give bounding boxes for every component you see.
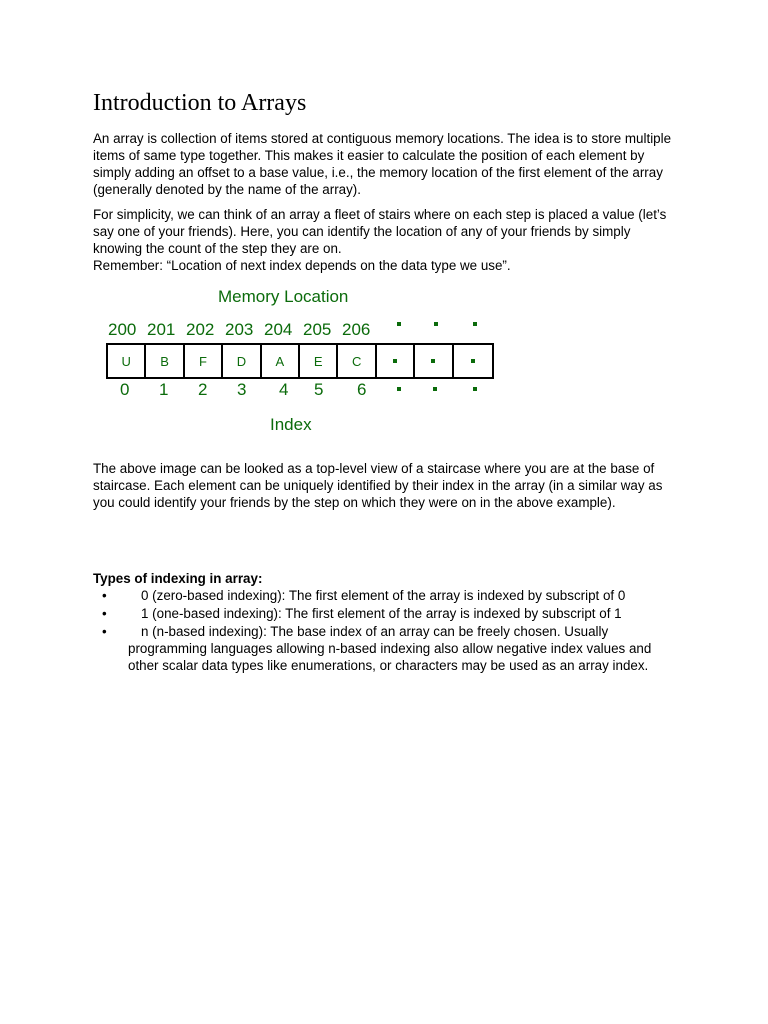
address-label: 205 <box>303 320 332 339</box>
address-label: 203 <box>225 320 254 339</box>
array-cell: A <box>262 345 300 377</box>
list-item-text: 0 (zero-based indexing): The first element of the array is indexed by subscript of 0 <box>141 588 626 603</box>
list-item-text: 1 (one-based indexing): The first element of the array is indexed by subscript of 1 <box>141 606 622 621</box>
address-label: 204 <box>264 320 293 339</box>
list-item <box>93 623 678 674</box>
index-label: 5 <box>314 380 324 399</box>
intro-paragraph: An array is collection of items stored at contiguous memory locations. The idea is to store multiple items of same type together. This makes it easier to calculate the position of each element by simply adding an offset to a base value, i.e., the memory location of the first element of the array (generally denoted by the name of the array). <box>93 131 672 197</box>
memory-location-label: Memory Location <box>218 287 349 306</box>
array-diagram <box>93 286 513 438</box>
ellipsis-dot <box>433 387 437 391</box>
address-label: 202 <box>186 320 215 339</box>
ellipsis-dot <box>431 359 435 363</box>
list-item <box>93 605 678 622</box>
ellipsis-dot <box>397 322 401 326</box>
array-cell-ellipsis <box>454 345 492 377</box>
index-label: 1 <box>159 380 169 399</box>
array-cell: U <box>108 345 146 377</box>
ellipsis-dot <box>471 359 475 363</box>
array-cells <box>106 343 494 379</box>
index-axis-label: Index <box>270 415 312 434</box>
staircase-paragraph: The above image can be looked as a top-level view of a staircase where you are at the base of staircase. Each element can be uniquely identified by their index in the array (in a similar way as you could identify your friends by the step on which they were on in the above example). <box>93 461 663 510</box>
array-cell: C <box>338 345 376 377</box>
index-label: 0 <box>120 380 130 399</box>
index-label: 4 <box>279 380 289 399</box>
array-cell-ellipsis <box>377 345 415 377</box>
address-label: 201 <box>147 320 176 339</box>
array-cell: E <box>300 345 338 377</box>
bullet-icon: • <box>102 588 107 603</box>
ellipsis-dot <box>434 322 438 326</box>
list-item-text: n (n-based indexing): The base index of an array can be freely chosen. Usually programming languages allowing n-based indexing also allow negative index values and other scalar data types like enumerations, or characters may be used as an array index. <box>128 624 652 673</box>
array-cell: B <box>146 345 184 377</box>
array-cell-ellipsis <box>415 345 453 377</box>
remember-text: Remember: “Location of next index depends on the data type we use”. <box>93 258 511 273</box>
bullet-icon: • <box>102 624 107 639</box>
simplicity-paragraph <box>93 206 678 274</box>
index-label: 6 <box>357 380 367 399</box>
page-title: Introduction to Arrays <box>93 90 307 116</box>
ellipsis-dot <box>393 359 397 363</box>
ellipsis-dot <box>473 322 477 326</box>
ellipsis-dot <box>473 387 477 391</box>
list-item <box>93 587 678 604</box>
index-label: 3 <box>237 380 247 399</box>
bullet-icon: • <box>102 606 107 621</box>
array-cell: D <box>223 345 261 377</box>
types-heading: Types of indexing in array: <box>93 571 263 586</box>
simplicity-text: For simplicity, we can think of an array a fleet of stairs where on each step is placed a value (let’s say one of your friends). Here, you can identify the location of any of your friends by simply knowing the count of the step they are on. <box>93 207 667 256</box>
address-label: 206 <box>342 320 371 339</box>
index-label: 2 <box>198 380 208 399</box>
ellipsis-dot <box>397 387 401 391</box>
array-cell: F <box>185 345 223 377</box>
address-label: 200 <box>108 320 137 339</box>
indexing-types-list <box>93 587 678 675</box>
